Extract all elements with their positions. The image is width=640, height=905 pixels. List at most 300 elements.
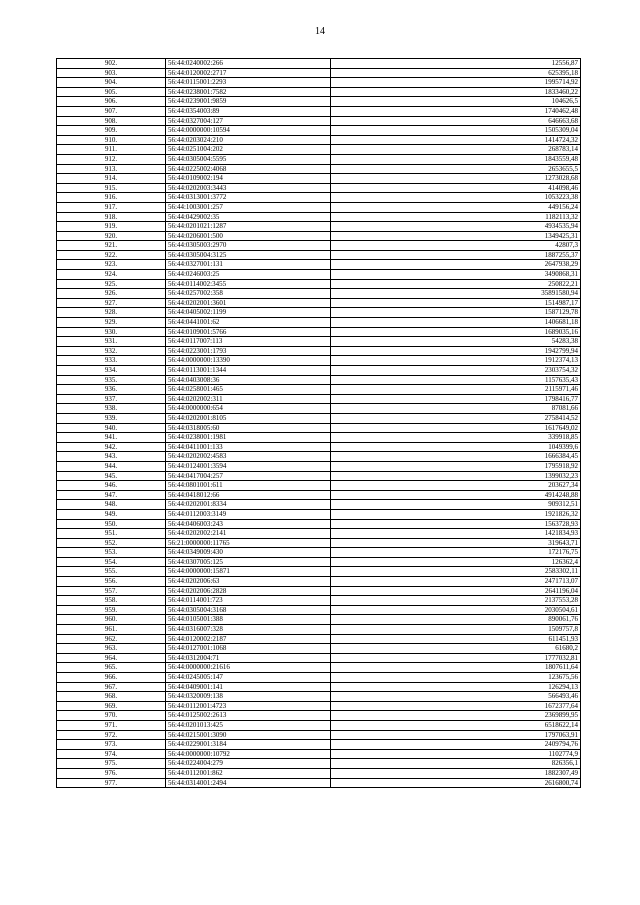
cadastral-number: 56:44:0202001:3601 bbox=[166, 298, 331, 308]
table-row bbox=[57, 231, 581, 241]
table-row bbox=[57, 222, 581, 232]
cadastral-number: 56:44:0224004:279 bbox=[166, 759, 331, 769]
cadastral-value: 172176,75 bbox=[331, 548, 581, 558]
cadastral-number: 56:44:0115001:2293 bbox=[166, 78, 331, 88]
cadastral-value: 1798416,77 bbox=[331, 394, 581, 404]
cadastral-value: 1421834,93 bbox=[331, 529, 581, 539]
cadastral-number: 56:44:0240002:266 bbox=[166, 59, 331, 69]
cadastral-number: 56:44:0000000:10792 bbox=[166, 749, 331, 759]
row-number: 945. bbox=[57, 471, 166, 481]
cadastral-value: 1399032,23 bbox=[331, 471, 581, 481]
row-number: 962. bbox=[57, 634, 166, 644]
table-row bbox=[57, 759, 581, 769]
cadastral-number: 56:44:0327004:127 bbox=[166, 116, 331, 126]
cadastral-value: 1843559,48 bbox=[331, 154, 581, 164]
cadastral-number: 56:44:0000000:654 bbox=[166, 404, 331, 414]
table-row bbox=[57, 461, 581, 471]
cadastral-number: 56:44:0112001:4723 bbox=[166, 701, 331, 711]
cadastral-value: 1587129,78 bbox=[331, 308, 581, 318]
cadastral-number: 56:44:0801001:611 bbox=[166, 481, 331, 491]
cadastral-value: 268783,14 bbox=[331, 145, 581, 155]
cadastral-number: 56:44:0105001:388 bbox=[166, 615, 331, 625]
cadastral-number: 56:44:0202006:2828 bbox=[166, 586, 331, 596]
row-number: 977. bbox=[57, 778, 166, 788]
cadastral-number: 56:44:0203024:210 bbox=[166, 135, 331, 145]
row-number: 950. bbox=[57, 519, 166, 529]
cadastral-value: 3490868,31 bbox=[331, 270, 581, 280]
cadastral-value: 250822,21 bbox=[331, 279, 581, 289]
table-row bbox=[57, 720, 581, 730]
cadastral-number: 56:44:0000000:15871 bbox=[166, 567, 331, 577]
table-row bbox=[57, 87, 581, 97]
table-row bbox=[57, 202, 581, 212]
row-number: 954. bbox=[57, 557, 166, 567]
cadastral-number: 56:44:0313001:3772 bbox=[166, 193, 331, 203]
row-number: 910. bbox=[57, 135, 166, 145]
cadastral-number: 56:44:0312004:71 bbox=[166, 653, 331, 663]
cadastral-value: 2471713,07 bbox=[331, 577, 581, 587]
table-row bbox=[57, 116, 581, 126]
row-number: 912. bbox=[57, 154, 166, 164]
cadastral-value: 126294,13 bbox=[331, 682, 581, 692]
cadastral-value: 2137553,28 bbox=[331, 596, 581, 606]
row-number: 949. bbox=[57, 509, 166, 519]
cadastral-value: 12556,87 bbox=[331, 59, 581, 69]
row-number: 913. bbox=[57, 164, 166, 174]
table-row bbox=[57, 730, 581, 740]
cadastral-value: 1349425,31 bbox=[331, 231, 581, 241]
row-number: 930. bbox=[57, 327, 166, 337]
cadastral-number: 56:44:0239001:9859 bbox=[166, 97, 331, 107]
cadastral-value: 826356,1 bbox=[331, 759, 581, 769]
row-number: 966. bbox=[57, 673, 166, 683]
row-number: 936. bbox=[57, 385, 166, 395]
row-number: 939. bbox=[57, 413, 166, 423]
cadastral-value: 1807611,64 bbox=[331, 663, 581, 673]
cadastral-value: 54283,38 bbox=[331, 337, 581, 347]
table-row bbox=[57, 97, 581, 107]
table-row bbox=[57, 308, 581, 318]
cadastral-number: 56:44:0305004:3125 bbox=[166, 250, 331, 260]
row-number: 935. bbox=[57, 375, 166, 385]
table-row bbox=[57, 500, 581, 510]
cadastral-value: 1795918,92 bbox=[331, 461, 581, 471]
cadastral-number: 56:44:0405002:1199 bbox=[166, 308, 331, 318]
cadastral-value: 1514987,17 bbox=[331, 298, 581, 308]
table-row bbox=[57, 768, 581, 778]
table-row bbox=[57, 78, 581, 88]
table-row bbox=[57, 692, 581, 702]
row-number: 963. bbox=[57, 644, 166, 654]
cadastral-number: 56:44:0223001:1793 bbox=[166, 346, 331, 356]
cadastral-value: 1995714,92 bbox=[331, 78, 581, 88]
table-row bbox=[57, 327, 581, 337]
table-row bbox=[57, 135, 581, 145]
table-row bbox=[57, 318, 581, 328]
row-number: 932. bbox=[57, 346, 166, 356]
cadastral-value: 2303754,32 bbox=[331, 366, 581, 376]
table-row bbox=[57, 509, 581, 519]
row-number: 970. bbox=[57, 711, 166, 721]
cadastral-number: 56:44:0202002:2141 bbox=[166, 529, 331, 539]
row-number: 968. bbox=[57, 692, 166, 702]
table-row bbox=[57, 279, 581, 289]
table-row bbox=[57, 577, 581, 587]
table-row bbox=[57, 154, 581, 164]
cadastral-number: 56:44:0245005:147 bbox=[166, 673, 331, 683]
cadastral-number: 56:44:0327001:131 bbox=[166, 260, 331, 270]
table-row bbox=[57, 298, 581, 308]
table-row bbox=[57, 433, 581, 443]
table-row bbox=[57, 673, 581, 683]
table-row bbox=[57, 596, 581, 606]
table-row bbox=[57, 615, 581, 625]
table-row bbox=[57, 385, 581, 395]
row-number: 928. bbox=[57, 308, 166, 318]
row-number: 919. bbox=[57, 222, 166, 232]
table-row bbox=[57, 663, 581, 673]
table-row bbox=[57, 145, 581, 155]
row-number: 952. bbox=[57, 538, 166, 548]
cadastral-number: 56:44:0202002:311 bbox=[166, 394, 331, 404]
cadastral-value: 1053223,38 bbox=[331, 193, 581, 203]
cadastral-value: 1617649,02 bbox=[331, 423, 581, 433]
table-row bbox=[57, 644, 581, 654]
row-number: 923. bbox=[57, 260, 166, 270]
cadastral-value: 61680,2 bbox=[331, 644, 581, 654]
cadastral-value: 566493,46 bbox=[331, 692, 581, 702]
cadastral-number: 56:44:0320009:138 bbox=[166, 692, 331, 702]
cadastral-value: 1777032,81 bbox=[331, 653, 581, 663]
row-number: 909. bbox=[57, 126, 166, 136]
cadastral-number: 56:44:0411001:133 bbox=[166, 442, 331, 452]
cadastral-value: 625395,18 bbox=[331, 68, 581, 78]
cadastral-number: 56:44:0406003:243 bbox=[166, 519, 331, 529]
table-row bbox=[57, 778, 581, 788]
cadastral-number: 56:44:0206001:500 bbox=[166, 231, 331, 241]
row-number: 918. bbox=[57, 212, 166, 222]
table-row bbox=[57, 634, 581, 644]
cadastral-number: 56:44:0258001:465 bbox=[166, 385, 331, 395]
cadastral-number: 56:44:0124001:3594 bbox=[166, 461, 331, 471]
table-row bbox=[57, 366, 581, 376]
cadastral-value: 1912374,13 bbox=[331, 356, 581, 366]
cadastral-number: 56:44:0441001:62 bbox=[166, 318, 331, 328]
table-row bbox=[57, 356, 581, 366]
row-number: 907. bbox=[57, 106, 166, 116]
cadastral-number: 56:44:0202002:4583 bbox=[166, 452, 331, 462]
row-number: 902. bbox=[57, 59, 166, 69]
cadastral-number: 56:44:0229001:3184 bbox=[166, 740, 331, 750]
cadastral-number: 56:44:0125002:2613 bbox=[166, 711, 331, 721]
row-number: 971. bbox=[57, 720, 166, 730]
cadastral-value: 1563728,93 bbox=[331, 519, 581, 529]
cadastral-value: 1942799,94 bbox=[331, 346, 581, 356]
cadastral-value: 203627,34 bbox=[331, 481, 581, 491]
cadastral-number: 56:44:0225002:4068 bbox=[166, 164, 331, 174]
row-number: 943. bbox=[57, 452, 166, 462]
row-number: 975. bbox=[57, 759, 166, 769]
cadastral-value: 1505309,04 bbox=[331, 126, 581, 136]
row-number: 958. bbox=[57, 596, 166, 606]
cadastral-number: 56:44:0403008:36 bbox=[166, 375, 331, 385]
cadastral-number: 56:44:0112003:3149 bbox=[166, 509, 331, 519]
row-number: 956. bbox=[57, 577, 166, 587]
row-number: 908. bbox=[57, 116, 166, 126]
cadastral-number: 56:44:0238001:7582 bbox=[166, 87, 331, 97]
cadastral-value: 1689035,16 bbox=[331, 327, 581, 337]
cadastral-number: 56:44:0354003:89 bbox=[166, 106, 331, 116]
cadastral-value: 890061,76 bbox=[331, 615, 581, 625]
cadastral-value: 1672377,64 bbox=[331, 701, 581, 711]
cadastral-number: 56:21:0000000:11765 bbox=[166, 538, 331, 548]
cadastral-number: 56:44:0305004:5595 bbox=[166, 154, 331, 164]
cadastral-number: 56:44:0307005:125 bbox=[166, 557, 331, 567]
cadastral-number: 56:44:0202006:63 bbox=[166, 577, 331, 587]
cadastral-value: 126362,4 bbox=[331, 557, 581, 567]
cadastral-number: 56:44:0349009:430 bbox=[166, 548, 331, 558]
cadastral-number: 56:44:0120002:2717 bbox=[166, 68, 331, 78]
table-row bbox=[57, 423, 581, 433]
table-row bbox=[57, 529, 581, 539]
row-number: 904. bbox=[57, 78, 166, 88]
cadastral-number: 56:44:0117007:113 bbox=[166, 337, 331, 347]
cadastral-value: 2583302,11 bbox=[331, 567, 581, 577]
table-row bbox=[57, 567, 581, 577]
cadastral-number: 56:44:0418012:66 bbox=[166, 490, 331, 500]
cadastral-value: 104626,5 bbox=[331, 97, 581, 107]
cadastral-number: 56:44:0109002:194 bbox=[166, 174, 331, 184]
row-number: 942. bbox=[57, 442, 166, 452]
cadastral-number: 56:44:0318005:60 bbox=[166, 423, 331, 433]
row-number: 931. bbox=[57, 337, 166, 347]
table-row bbox=[57, 164, 581, 174]
cadastral-value: 1182113,32 bbox=[331, 212, 581, 222]
row-number: 969. bbox=[57, 701, 166, 711]
cadastral-value: 414098,46 bbox=[331, 183, 581, 193]
row-number: 915. bbox=[57, 183, 166, 193]
cadastral-value: 35891580,94 bbox=[331, 289, 581, 299]
cadastral-number: 56:44:0120002:2187 bbox=[166, 634, 331, 644]
cadastral-number: 56:44:0112001:862 bbox=[166, 768, 331, 778]
row-number: 929. bbox=[57, 318, 166, 328]
table-row bbox=[57, 481, 581, 491]
row-number: 967. bbox=[57, 682, 166, 692]
row-number: 960. bbox=[57, 615, 166, 625]
table-row bbox=[57, 442, 581, 452]
row-number: 937. bbox=[57, 394, 166, 404]
cadastral-number: 56:44:0314001:2494 bbox=[166, 778, 331, 788]
cadastral-number: 56:44:0257002:358 bbox=[166, 289, 331, 299]
row-number: 925. bbox=[57, 279, 166, 289]
cadastral-value: 1833460,22 bbox=[331, 87, 581, 97]
cadastral-value: 2409794,76 bbox=[331, 740, 581, 750]
row-number: 927. bbox=[57, 298, 166, 308]
cadastral-number: 56:44:0000000:13390 bbox=[166, 356, 331, 366]
table-row bbox=[57, 605, 581, 615]
row-number: 951. bbox=[57, 529, 166, 539]
row-number: 917. bbox=[57, 202, 166, 212]
cadastral-value: 1921826,32 bbox=[331, 509, 581, 519]
table-row bbox=[57, 653, 581, 663]
table-row bbox=[57, 337, 581, 347]
cadastral-value: 1887255,37 bbox=[331, 250, 581, 260]
table-row bbox=[57, 183, 581, 193]
row-number: 974. bbox=[57, 749, 166, 759]
row-number: 961. bbox=[57, 625, 166, 635]
cadastral-value: 339918,85 bbox=[331, 433, 581, 443]
row-number: 921. bbox=[57, 241, 166, 251]
cadastral-value: 4934535,94 bbox=[331, 222, 581, 232]
table-row bbox=[57, 212, 581, 222]
cadastral-number: 56:44:0127001:1068 bbox=[166, 644, 331, 654]
cadastral-number: 56:44:0109001:5766 bbox=[166, 327, 331, 337]
cadastral-value: 1102774,9 bbox=[331, 749, 581, 759]
registry-table bbox=[56, 58, 581, 788]
table-row bbox=[57, 68, 581, 78]
table-row bbox=[57, 519, 581, 529]
table-row bbox=[57, 346, 581, 356]
table-row bbox=[57, 193, 581, 203]
row-number: 926. bbox=[57, 289, 166, 299]
cadastral-number: 56:44:1003001:257 bbox=[166, 202, 331, 212]
table-row bbox=[57, 586, 581, 596]
table-row bbox=[57, 548, 581, 558]
table-row bbox=[57, 174, 581, 184]
table-row bbox=[57, 538, 581, 548]
table-row bbox=[57, 557, 581, 567]
row-number: 948. bbox=[57, 500, 166, 510]
cadastral-value: 2115971,46 bbox=[331, 385, 581, 395]
row-number: 941. bbox=[57, 433, 166, 443]
cadastral-number: 56:44:0201013:425 bbox=[166, 720, 331, 730]
cadastral-value: 449156,24 bbox=[331, 202, 581, 212]
cadastral-number: 56:44:0305003:2970 bbox=[166, 241, 331, 251]
cadastral-value: 646663,68 bbox=[331, 116, 581, 126]
cadastral-value: 1414724,32 bbox=[331, 135, 581, 145]
row-number: 964. bbox=[57, 653, 166, 663]
cadastral-number: 56:44:0202001:8334 bbox=[166, 500, 331, 510]
row-number: 914. bbox=[57, 174, 166, 184]
row-number: 924. bbox=[57, 270, 166, 280]
row-number: 911. bbox=[57, 145, 166, 155]
row-number: 905. bbox=[57, 87, 166, 97]
table-row bbox=[57, 270, 581, 280]
cadastral-value: 1157635,43 bbox=[331, 375, 581, 385]
cadastral-number: 56:44:0114001:723 bbox=[166, 596, 331, 606]
table-row bbox=[57, 289, 581, 299]
cadastral-value: 2653655,5 bbox=[331, 164, 581, 174]
row-number: 922. bbox=[57, 250, 166, 260]
table-row bbox=[57, 126, 581, 136]
cadastral-number: 56:44:0246003:25 bbox=[166, 270, 331, 280]
row-number: 957. bbox=[57, 586, 166, 596]
cadastral-number: 56:44:0202001:8105 bbox=[166, 413, 331, 423]
table-row bbox=[57, 701, 581, 711]
cadastral-value: 87081,66 bbox=[331, 404, 581, 414]
cadastral-value: 42807,3 bbox=[331, 241, 581, 251]
table-row bbox=[57, 59, 581, 69]
registry-table-body bbox=[57, 59, 581, 788]
cadastral-number: 56:44:0113001:1344 bbox=[166, 366, 331, 376]
cadastral-value: 4914248,88 bbox=[331, 490, 581, 500]
cadastral-number: 56:44:0201021:1287 bbox=[166, 222, 331, 232]
table-row bbox=[57, 471, 581, 481]
cadastral-value: 1797063,91 bbox=[331, 730, 581, 740]
cadastral-value: 2647938,29 bbox=[331, 260, 581, 270]
row-number: 940. bbox=[57, 423, 166, 433]
cadastral-number: 56:44:0202003:3443 bbox=[166, 183, 331, 193]
cadastral-value: 2616800,74 bbox=[331, 778, 581, 788]
cadastral-number: 56:44:0000000:10594 bbox=[166, 126, 331, 136]
cadastral-number: 56:44:0251004:202 bbox=[166, 145, 331, 155]
cadastral-value: 1273028,68 bbox=[331, 174, 581, 184]
cadastral-value: 909312,51 bbox=[331, 500, 581, 510]
cadastral-value: 2030504,61 bbox=[331, 605, 581, 615]
table-row bbox=[57, 682, 581, 692]
row-number: 959. bbox=[57, 605, 166, 615]
row-number: 903. bbox=[57, 68, 166, 78]
table-row bbox=[57, 404, 581, 414]
row-number: 933. bbox=[57, 356, 166, 366]
cadastral-value: 1406681,18 bbox=[331, 318, 581, 328]
cadastral-value: 1509757,8 bbox=[331, 625, 581, 635]
row-number: 916. bbox=[57, 193, 166, 203]
cadastral-value: 1049399,6 bbox=[331, 442, 581, 452]
cadastral-value: 319643,71 bbox=[331, 538, 581, 548]
table-row bbox=[57, 740, 581, 750]
cadastral-number: 56:44:0409001:141 bbox=[166, 682, 331, 692]
row-number: 973. bbox=[57, 740, 166, 750]
table-row bbox=[57, 106, 581, 116]
cadastral-value: 2369899,95 bbox=[331, 711, 581, 721]
table-row bbox=[57, 241, 581, 251]
cadastral-number: 56:44:0305004:3168 bbox=[166, 605, 331, 615]
cadastral-value: 2641196,04 bbox=[331, 586, 581, 596]
row-number: 944. bbox=[57, 461, 166, 471]
table-row bbox=[57, 394, 581, 404]
cadastral-value: 1882307,49 bbox=[331, 768, 581, 778]
table-row bbox=[57, 490, 581, 500]
cadastral-number: 56:44:0238001:1981 bbox=[166, 433, 331, 443]
cadastral-value: 123675,56 bbox=[331, 673, 581, 683]
table-row bbox=[57, 711, 581, 721]
row-number: 955. bbox=[57, 567, 166, 577]
table-row bbox=[57, 749, 581, 759]
cadastral-value: 1740462,48 bbox=[331, 106, 581, 116]
cadastral-number: 56:44:0316007:328 bbox=[166, 625, 331, 635]
cadastral-number: 56:44:0000000:21616 bbox=[166, 663, 331, 673]
cadastral-number: 56:44:0417004:257 bbox=[166, 471, 331, 481]
row-number: 920. bbox=[57, 231, 166, 241]
cadastral-number: 56:44:0215001:3090 bbox=[166, 730, 331, 740]
table-row bbox=[57, 452, 581, 462]
table-row bbox=[57, 625, 581, 635]
row-number: 953. bbox=[57, 548, 166, 558]
cadastral-number: 56:44:0114002:3455 bbox=[166, 279, 331, 289]
row-number: 946. bbox=[57, 481, 166, 491]
row-number: 972. bbox=[57, 730, 166, 740]
row-number: 976. bbox=[57, 768, 166, 778]
table-row bbox=[57, 375, 581, 385]
row-number: 947. bbox=[57, 490, 166, 500]
cadastral-value: 611451,93 bbox=[331, 634, 581, 644]
row-number: 965. bbox=[57, 663, 166, 673]
row-number: 934. bbox=[57, 366, 166, 376]
row-number: 906. bbox=[57, 97, 166, 107]
table-row bbox=[57, 413, 581, 423]
cadastral-number: 56:44:0429002:35 bbox=[166, 212, 331, 222]
